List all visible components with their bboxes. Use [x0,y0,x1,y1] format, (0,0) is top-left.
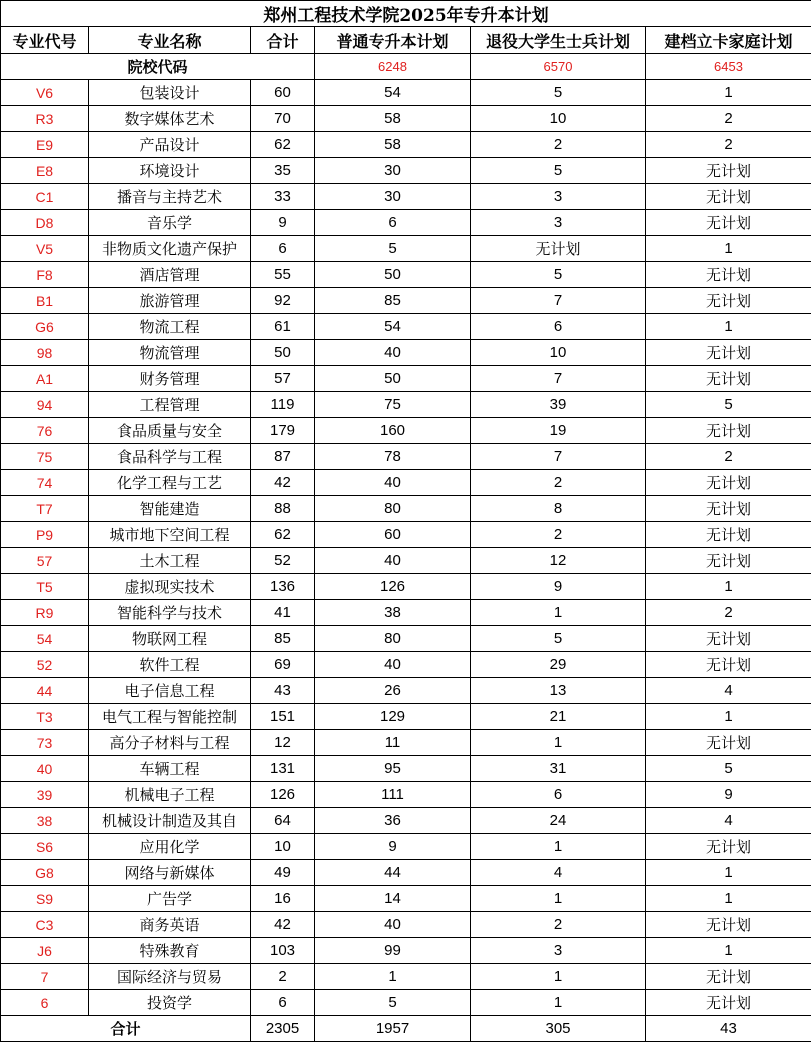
major-poverty-plan: 无计划 [646,366,811,392]
major-code: T3 [1,704,89,730]
table-row [1,158,811,184]
major-total: 55 [251,262,315,288]
major-veteran-plan: 5 [471,262,646,288]
major-name: 食品质量与安全 [89,418,251,444]
major-regular-plan: 40 [315,548,471,574]
major-code: 94 [1,392,89,418]
major-code: A1 [1,366,89,392]
major-veteran-plan: 10 [471,106,646,132]
major-name: 工程管理 [89,392,251,418]
header-row [1,27,811,54]
major-regular-plan: 50 [315,366,471,392]
major-veteran-plan: 7 [471,366,646,392]
major-code: T5 [1,574,89,600]
table-row [1,938,811,964]
major-name: 包装设计 [89,80,251,106]
major-poverty-plan: 无计划 [646,990,811,1016]
major-regular-plan: 58 [315,106,471,132]
major-veteran-plan: 1 [471,886,646,912]
major-veteran-plan: 6 [471,782,646,808]
totals-row [1,1016,811,1042]
major-total: 92 [251,288,315,314]
major-veteran-plan: 5 [471,626,646,652]
major-veteran-plan: 2 [471,912,646,938]
major-veteran-plan: 1 [471,730,646,756]
major-name: 网络与新媒体 [89,860,251,886]
major-total: 16 [251,886,315,912]
major-name: 音乐学 [89,210,251,236]
major-name: 虚拟现实技术 [89,574,251,600]
major-name: 物流管理 [89,340,251,366]
major-total: 41 [251,600,315,626]
major-poverty-plan: 无计划 [646,158,811,184]
major-regular-plan: 85 [315,288,471,314]
major-poverty-plan: 无计划 [646,626,811,652]
major-code: S9 [1,886,89,912]
school-code-veteran: 6570 [471,54,646,80]
major-total: 87 [251,444,315,470]
major-code: 98 [1,340,89,366]
major-name: 播音与主持艺术 [89,184,251,210]
major-regular-plan: 38 [315,600,471,626]
table-row [1,418,811,444]
major-name: 特殊教育 [89,938,251,964]
table-row [1,808,811,834]
major-name: 智能科学与技术 [89,600,251,626]
table-row [1,574,811,600]
major-total: 126 [251,782,315,808]
major-veteran-plan: 2 [471,522,646,548]
major-veteran-plan: 1 [471,834,646,860]
major-poverty-plan: 无计划 [646,184,811,210]
major-veteran-plan: 21 [471,704,646,730]
major-total: 10 [251,834,315,860]
table-row [1,990,811,1016]
major-code: P9 [1,522,89,548]
major-regular-plan: 50 [315,262,471,288]
major-regular-plan: 30 [315,158,471,184]
table-row [1,470,811,496]
totals-poverty: 43 [646,1016,811,1042]
major-name: 酒店管理 [89,262,251,288]
major-code: R9 [1,600,89,626]
major-poverty-plan: 无计划 [646,730,811,756]
major-code: T7 [1,496,89,522]
major-veteran-plan: 12 [471,548,646,574]
major-code: 52 [1,652,89,678]
major-name: 车辆工程 [89,756,251,782]
totals-label: 合计 [1,1016,251,1042]
major-name: 投资学 [89,990,251,1016]
major-regular-plan: 126 [315,574,471,600]
major-poverty-plan: 无计划 [646,548,811,574]
major-name: 机械电子工程 [89,782,251,808]
major-poverty-plan: 1 [646,860,811,886]
major-code: E8 [1,158,89,184]
major-regular-plan: 99 [315,938,471,964]
major-veteran-plan: 13 [471,678,646,704]
table-row [1,132,811,158]
major-regular-plan: 80 [315,496,471,522]
major-regular-plan: 26 [315,678,471,704]
major-name: 软件工程 [89,652,251,678]
major-total: 49 [251,860,315,886]
major-code: F8 [1,262,89,288]
table-row [1,782,811,808]
major-poverty-plan: 无计划 [646,496,811,522]
major-regular-plan: 58 [315,132,471,158]
table-row [1,704,811,730]
major-poverty-plan: 4 [646,808,811,834]
major-name: 应用化学 [89,834,251,860]
major-code: 76 [1,418,89,444]
major-veteran-plan: 5 [471,158,646,184]
major-veteran-plan: 3 [471,184,646,210]
major-total: 50 [251,340,315,366]
major-total: 69 [251,652,315,678]
major-regular-plan: 5 [315,990,471,1016]
major-code: D8 [1,210,89,236]
major-name: 国际经济与贸易 [89,964,251,990]
major-veteran-plan: 1 [471,600,646,626]
school-code-row [1,54,811,80]
header-code: 专业代号 [1,27,89,54]
major-regular-plan: 54 [315,80,471,106]
header-major-name: 专业名称 [89,27,251,54]
major-rows [1,80,811,1016]
major-name: 环境设计 [89,158,251,184]
table-row [1,340,811,366]
major-poverty-plan: 1 [646,886,811,912]
table-row [1,80,811,106]
table-row [1,444,811,470]
major-veteran-plan: 1 [471,964,646,990]
major-total: 119 [251,392,315,418]
major-poverty-plan: 1 [646,314,811,340]
major-veteran-plan: 31 [471,756,646,782]
major-poverty-plan: 9 [646,782,811,808]
table-row [1,912,811,938]
major-regular-plan: 6 [315,210,471,236]
major-veteran-plan: 4 [471,860,646,886]
major-name: 电气工程与智能控制 [89,704,251,730]
school-code-poverty: 6453 [646,54,811,80]
major-code: V6 [1,80,89,106]
major-code: G6 [1,314,89,340]
major-total: 52 [251,548,315,574]
major-name: 电子信息工程 [89,678,251,704]
major-total: 42 [251,470,315,496]
title-row [1,1,811,27]
major-poverty-plan: 无计划 [646,288,811,314]
major-veteran-plan: 10 [471,340,646,366]
major-total: 60 [251,80,315,106]
major-poverty-plan: 2 [646,444,811,470]
major-name: 物流工程 [89,314,251,340]
table-row [1,236,811,262]
major-total: 179 [251,418,315,444]
major-code: S6 [1,834,89,860]
major-poverty-plan: 1 [646,236,811,262]
major-veteran-plan: 8 [471,496,646,522]
major-veteran-plan: 6 [471,314,646,340]
major-total: 64 [251,808,315,834]
major-name: 食品科学与工程 [89,444,251,470]
major-veteran-plan: 9 [471,574,646,600]
major-poverty-plan: 2 [646,132,811,158]
major-total: 62 [251,132,315,158]
table-row [1,756,811,782]
table-row [1,210,811,236]
major-code: J6 [1,938,89,964]
table-row [1,730,811,756]
major-regular-plan: 75 [315,392,471,418]
major-total: 43 [251,678,315,704]
major-veteran-plan: 2 [471,132,646,158]
major-total: 2 [251,964,315,990]
major-veteran-plan: 3 [471,210,646,236]
major-name: 产品设计 [89,132,251,158]
header-poverty-plan: 建档立卡家庭计划 [646,27,811,54]
major-regular-plan: 78 [315,444,471,470]
major-code: 75 [1,444,89,470]
major-total: 57 [251,366,315,392]
table-row [1,392,811,418]
totals-total: 2305 [251,1016,315,1042]
major-total: 88 [251,496,315,522]
major-veteran-plan: 2 [471,470,646,496]
major-poverty-plan: 无计划 [646,834,811,860]
major-regular-plan: 40 [315,340,471,366]
header-total: 合计 [251,27,315,54]
major-total: 62 [251,522,315,548]
major-total: 6 [251,236,315,262]
major-poverty-plan: 1 [646,704,811,730]
major-code: 74 [1,470,89,496]
major-regular-plan: 54 [315,314,471,340]
major-total: 136 [251,574,315,600]
major-code: 57 [1,548,89,574]
major-poverty-plan: 4 [646,678,811,704]
major-regular-plan: 1 [315,964,471,990]
table-row [1,652,811,678]
table-row [1,262,811,288]
major-regular-plan: 95 [315,756,471,782]
major-code: B1 [1,288,89,314]
major-code: 7 [1,964,89,990]
major-code: 54 [1,626,89,652]
major-name: 城市地下空间工程 [89,522,251,548]
major-poverty-plan: 2 [646,600,811,626]
table-title: 郑州工程技术学院2025年专升本计划 [1,1,811,27]
major-veteran-plan: 7 [471,288,646,314]
major-name: 高分子材料与工程 [89,730,251,756]
school-code-regular: 6248 [315,54,471,80]
major-poverty-plan: 5 [646,392,811,418]
major-code: 44 [1,678,89,704]
major-regular-plan: 111 [315,782,471,808]
major-poverty-plan: 无计划 [646,912,811,938]
major-total: 151 [251,704,315,730]
major-regular-plan: 5 [315,236,471,262]
major-total: 42 [251,912,315,938]
major-code: 40 [1,756,89,782]
major-regular-plan: 30 [315,184,471,210]
major-name: 旅游管理 [89,288,251,314]
major-poverty-plan: 无计划 [646,470,811,496]
major-name: 物联网工程 [89,626,251,652]
major-regular-plan: 129 [315,704,471,730]
major-regular-plan: 14 [315,886,471,912]
major-poverty-plan: 无计划 [646,418,811,444]
major-code: C1 [1,184,89,210]
major-total: 103 [251,938,315,964]
major-regular-plan: 80 [315,626,471,652]
table-row [1,314,811,340]
major-veteran-plan: 5 [471,80,646,106]
header-veteran-plan: 退役大学生士兵计划 [471,27,646,54]
major-code: 73 [1,730,89,756]
major-regular-plan: 9 [315,834,471,860]
major-name: 土木工程 [89,548,251,574]
major-code: C3 [1,912,89,938]
major-poverty-plan: 1 [646,938,811,964]
major-regular-plan: 40 [315,652,471,678]
major-total: 61 [251,314,315,340]
major-name: 数字媒体艺术 [89,106,251,132]
table-row [1,860,811,886]
major-total: 6 [251,990,315,1016]
major-poverty-plan: 5 [646,756,811,782]
major-veteran-plan: 7 [471,444,646,470]
major-poverty-plan: 2 [646,106,811,132]
major-regular-plan: 36 [315,808,471,834]
table-row [1,522,811,548]
major-code: G8 [1,860,89,886]
table-row [1,106,811,132]
major-poverty-plan: 无计划 [646,964,811,990]
table-row [1,886,811,912]
major-total: 131 [251,756,315,782]
major-veteran-plan: 无计划 [471,236,646,262]
school-code-label: 院校代码 [1,54,315,80]
major-regular-plan: 44 [315,860,471,886]
table-row [1,184,811,210]
major-code: V5 [1,236,89,262]
totals-regular: 1957 [315,1016,471,1042]
table-row [1,834,811,860]
major-name: 商务英语 [89,912,251,938]
major-total: 12 [251,730,315,756]
major-regular-plan: 11 [315,730,471,756]
major-veteran-plan: 1 [471,990,646,1016]
major-poverty-plan: 无计划 [646,522,811,548]
major-code: R3 [1,106,89,132]
totals-veteran: 305 [471,1016,646,1042]
major-poverty-plan: 无计划 [646,210,811,236]
major-regular-plan: 40 [315,912,471,938]
table-row [1,366,811,392]
major-regular-plan: 40 [315,470,471,496]
major-code: 6 [1,990,89,1016]
major-regular-plan: 160 [315,418,471,444]
table-row [1,964,811,990]
major-total: 70 [251,106,315,132]
table-row [1,600,811,626]
major-veteran-plan: 3 [471,938,646,964]
table-row [1,626,811,652]
major-name: 财务管理 [89,366,251,392]
table-row [1,548,811,574]
major-poverty-plan: 1 [646,574,811,600]
major-poverty-plan: 无计划 [646,340,811,366]
major-poverty-plan: 1 [646,80,811,106]
major-veteran-plan: 39 [471,392,646,418]
major-poverty-plan: 无计划 [646,262,811,288]
major-total: 33 [251,184,315,210]
table-row [1,678,811,704]
table-row [1,288,811,314]
major-name: 化学工程与工艺 [89,470,251,496]
major-code: E9 [1,132,89,158]
major-name: 非物质文化遗产保护 [89,236,251,262]
major-poverty-plan: 无计划 [646,652,811,678]
major-code: 39 [1,782,89,808]
major-total: 9 [251,210,315,236]
major-veteran-plan: 19 [471,418,646,444]
major-regular-plan: 60 [315,522,471,548]
major-veteran-plan: 24 [471,808,646,834]
major-name: 智能建造 [89,496,251,522]
major-total: 35 [251,158,315,184]
major-total: 85 [251,626,315,652]
major-veteran-plan: 29 [471,652,646,678]
table-row [1,496,811,522]
major-name: 广告学 [89,886,251,912]
major-name: 机械设计制造及其自 [89,808,251,834]
header-regular-plan: 普通专升本计划 [315,27,471,54]
major-code: 38 [1,808,89,834]
